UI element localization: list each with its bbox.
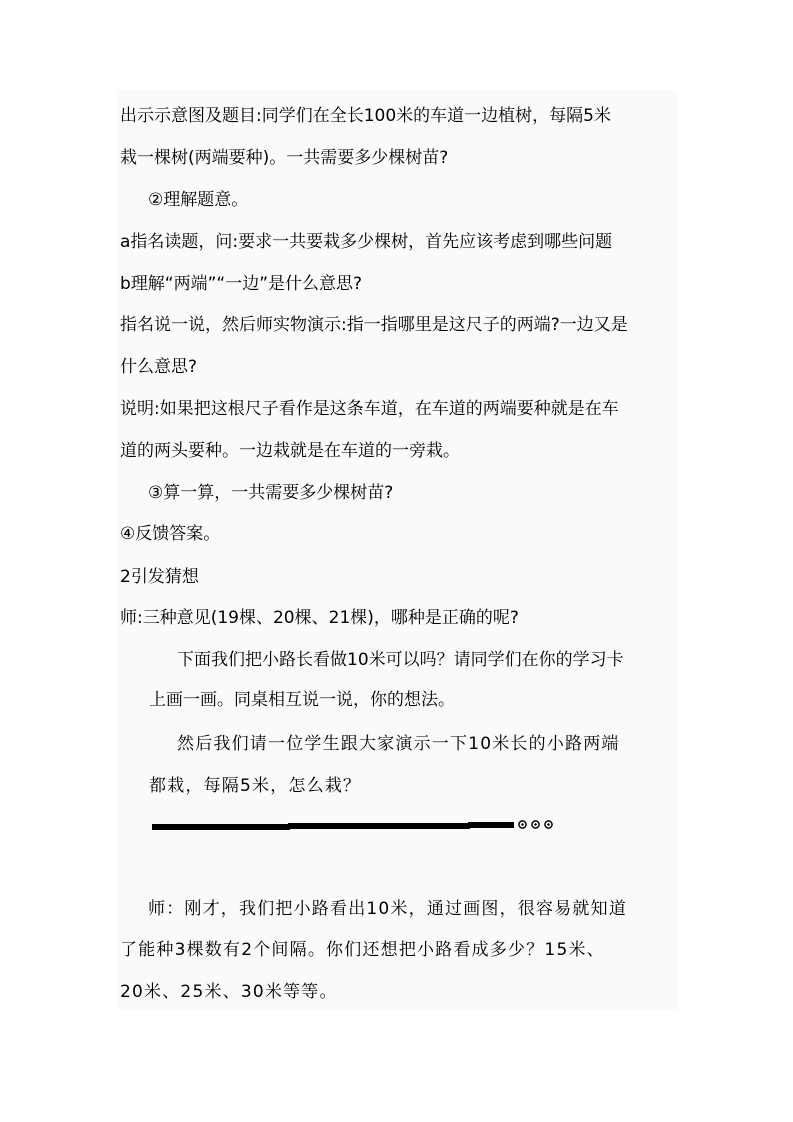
text-line: 栽一棵树(两端要种)。一共需要多少棵树苗? bbox=[120, 148, 449, 168]
flower-icon bbox=[518, 820, 527, 829]
text-line: 什么意思? bbox=[120, 357, 198, 377]
text-line: b理解“两端”“一边”是什么意思? bbox=[120, 274, 363, 294]
text-line: ③算一算，一共需要多少棵树苗? bbox=[148, 483, 394, 503]
text-line: 都栽，每隔5米，怎么栽？ bbox=[149, 776, 362, 796]
road-segment bbox=[468, 822, 514, 828]
road-segment bbox=[152, 824, 290, 830]
section-heading: 2引发猜想 bbox=[120, 567, 199, 587]
text-line: 了能种3棵数有2个间隔。你们还想把小路看成多少？15米、 bbox=[120, 940, 605, 960]
text-line: ④反馈答案。 bbox=[120, 524, 221, 544]
text-line: 然后我们请一位学生跟大家演示一下10米长的小路两端 bbox=[177, 734, 620, 754]
text-line: 上画一画。同桌相互说一说，你的想法。 bbox=[149, 690, 455, 710]
text-line: 师:三种意见(19棵、20棵、21棵)，哪种是正确的呢? bbox=[120, 608, 519, 628]
text-line: 说明:如果把这根尺子看作是这条车道，在车道的两端要种就是在车 bbox=[120, 399, 619, 419]
text-line: 师：刚才，我们把小路看出10米，通过画图，很容易就知道 bbox=[148, 899, 628, 919]
text-line: 出示示意图及题目:同学们在全长100米的车道一边植树，每隔5米 bbox=[120, 106, 611, 126]
text-line: 道的两头要种。一边栽就是在车道的一旁栽。 bbox=[120, 441, 460, 461]
text-line: 下面我们把小路长看做10米可以吗？请同学们在你的学习卡 bbox=[177, 650, 624, 670]
flower-icon bbox=[544, 820, 553, 829]
text-line: 20米、25米、30米等等。 bbox=[120, 982, 338, 1002]
text-line: a指名读题，问:要求一共要栽多少棵树，首先应该考虑到哪些问题 bbox=[120, 232, 613, 252]
flower-icon bbox=[531, 820, 540, 829]
road-segment bbox=[288, 823, 470, 829]
text-line: 指名说一说，然后师实物演示:指一指哪里是这尺子的两端?一边又是 bbox=[120, 315, 628, 335]
text-line: ②理解题意。 bbox=[148, 190, 249, 210]
text-background bbox=[117, 90, 677, 640]
